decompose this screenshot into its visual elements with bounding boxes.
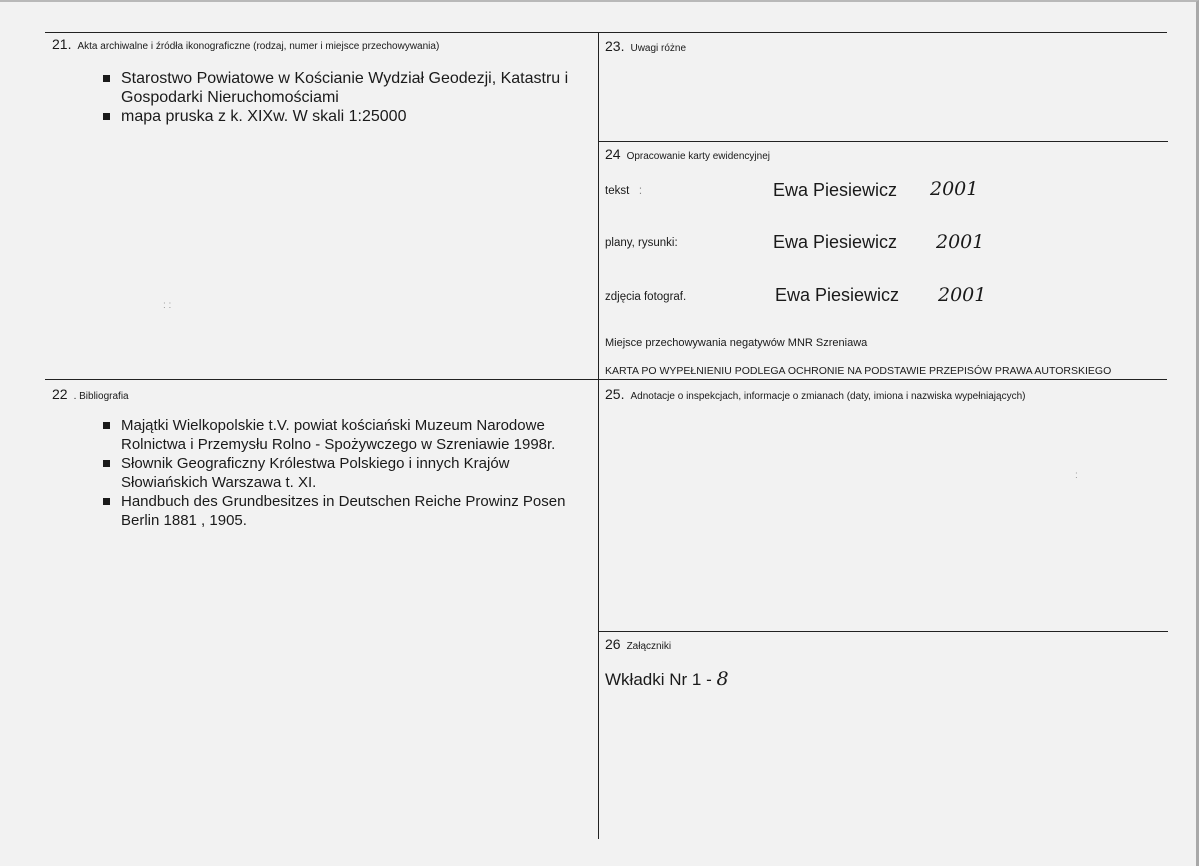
divider-25-26 (598, 631, 1168, 632)
copyright-notice: KARTA PO WYPEŁNIENIU PODLEGA OCHRONIE NA PODSTAWIE PRZEPISÓW PRAWA AUTORSKIEGO (605, 365, 1112, 377)
row-plans-label: plany, rysunki: (605, 237, 678, 249)
scan-speck: : (1075, 470, 1078, 481)
section26-caption: Załączniki (626, 641, 672, 652)
list-item: Starostwo Powiatowe w Kościanie Wydział Geodezji, Katastru i Gospodarki Nieruchomościami (103, 69, 595, 107)
bullet-icon (103, 422, 110, 429)
attachments-text: Wkładki Nr 1 - 8 (605, 668, 729, 690)
section24-caption: Opracowanie karty ewidencyjnej (626, 151, 770, 162)
bullet-icon (103, 460, 110, 467)
divider-21-22-25 (45, 379, 1167, 380)
scan-speck: : : (163, 300, 172, 311)
row-photos-year: 2001 (938, 284, 987, 306)
section25-header (605, 386, 1025, 402)
list-item: Handbuch des Grundbesitzes in Deutschen Reiche Prowinz Posen Berlin 1881 , 1905. (103, 492, 595, 530)
divider-23-24 (598, 141, 1168, 142)
row-text-name: Ewa Piesiewicz (773, 180, 898, 200)
section21-number: 21. (52, 36, 72, 52)
row-photos-label: zdjęcia fotograf. (605, 291, 687, 303)
list-item: mapa pruska z k. XIXw. W skali 1:25000 (103, 107, 595, 126)
bullet-icon (103, 498, 110, 505)
section23-header (605, 38, 686, 54)
attachments-count: 8 (716, 668, 729, 690)
section21-header (52, 36, 439, 52)
section24-number: 24 (605, 146, 621, 162)
section22-caption: . Bibliografia (73, 391, 129, 402)
row-text-year: 2001 (930, 178, 979, 200)
section23-number: 23. (605, 38, 625, 54)
row-photos-name: Ewa Piesiewicz (775, 285, 900, 305)
top-border-line (45, 32, 1167, 33)
section24-header (605, 146, 770, 162)
negatives-location: Miejsce przechowywania negatywów MNR Szreniawa (605, 337, 868, 349)
row-text-label: tekst : (605, 185, 643, 197)
section23-caption: Uwagi różne (630, 43, 687, 54)
center-divider-line (598, 32, 599, 839)
row-plans-year: 2001 (936, 231, 985, 253)
section22-header (52, 386, 129, 402)
bullet-icon (103, 75, 110, 82)
section25-caption: Adnotacje o inspekcjach, informacje o zmianach (daty, imiona i nazwiska wypełniających) (630, 391, 1026, 402)
section26-header (605, 636, 671, 652)
section22-number: 22 (52, 386, 68, 402)
list-item: Słownik Geograficzny Królestwa Polskiego i innych Krajów Słowiańskich Warszawa t. XI. (103, 454, 595, 492)
list-item: Majątki Wielkopolskie t.V. powiat kościański Muzeum Narodowe Rolnictwa i Przemysłu Rolno - Spożywczego w Szreniawie 1998r. (103, 416, 595, 454)
row-plans-name: Ewa Piesiewicz (773, 232, 898, 252)
section22-list (103, 416, 595, 530)
section21-caption: Akta archiwalne i źródła ikonograficzne (rodzaj, numer i miejsce przechowywania) (77, 41, 440, 52)
section25-number: 25. (605, 386, 625, 402)
bullet-icon (103, 113, 110, 120)
section26-number: 26 (605, 636, 621, 652)
section21-list (103, 69, 595, 126)
